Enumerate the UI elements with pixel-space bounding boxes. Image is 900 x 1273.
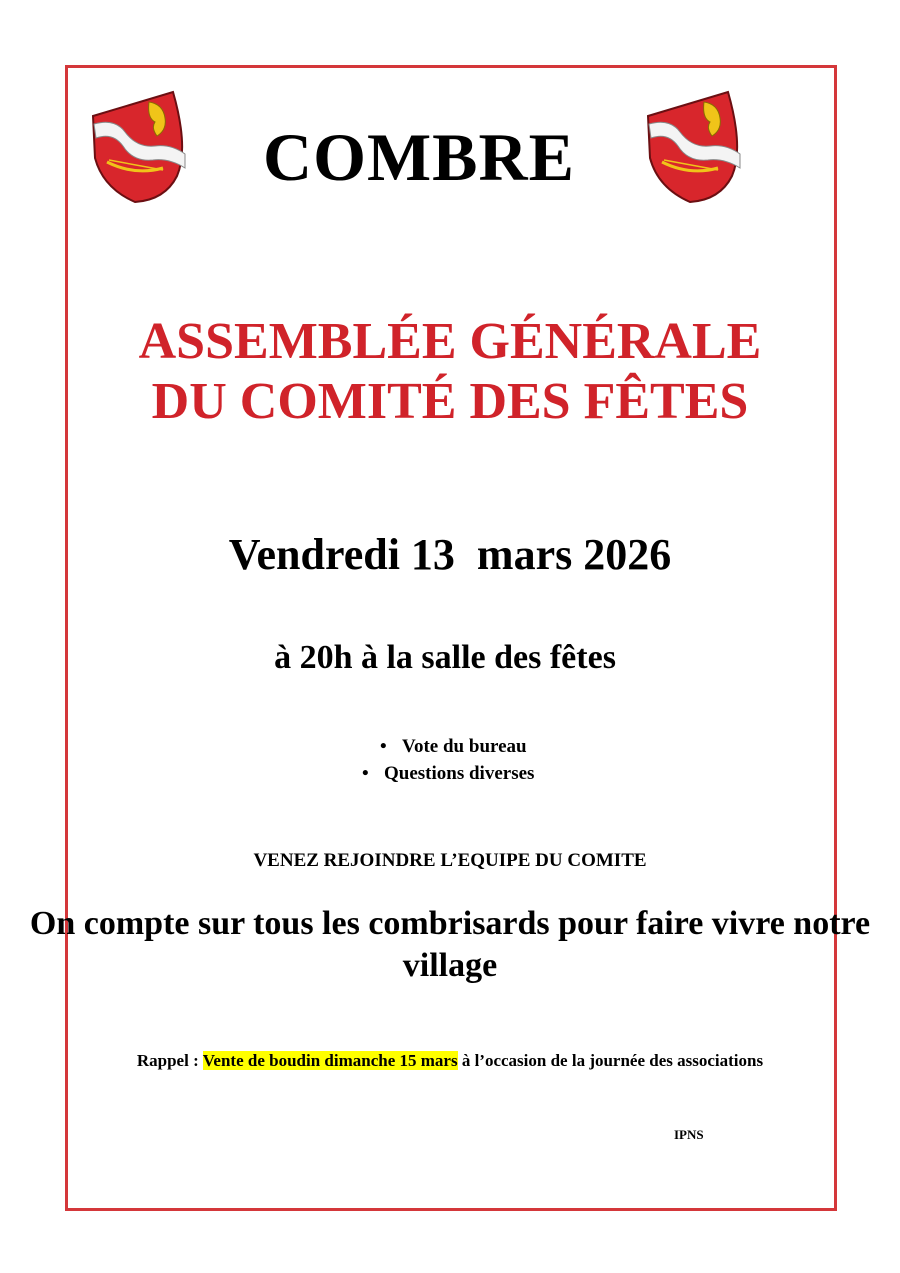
bullet-icon: •: [380, 736, 387, 757]
event-place: à 20h à la salle des fêtes: [274, 639, 616, 676]
agenda-item: [360, 760, 534, 787]
event-date: Vendredi 13 mars 2026: [228, 530, 672, 579]
count-on-message: On compte sur tous les combrisards pour faire vivre notre village: [29, 905, 871, 984]
agenda-list: [360, 733, 534, 787]
reminder-highlight: Vente de boudin dimanche 15 mars: [202, 1051, 458, 1070]
bullet-icon: •: [362, 763, 369, 784]
event-heading-line-1: ASSEMBLÉE GÉNÉRALE: [138, 313, 762, 370]
page-title: COMBRE: [263, 119, 575, 195]
event-heading-line-2: DU COMITÉ DES FÊTES: [151, 373, 749, 430]
event-heading: [0, 312, 900, 432]
reminder-line: [0, 1048, 900, 1074]
agenda-item: [378, 733, 534, 760]
join-call: VENEZ REJOINDRE L’EQUIPE DU COMITE: [253, 850, 647, 871]
agenda-item-label: Questions diverses: [384, 763, 535, 784]
ipns-mention: IPNS: [674, 1127, 704, 1142]
reminder-suffix: à l’occasion de la journée des associations: [457, 1051, 764, 1070]
agenda-item-label: Vote du bureau: [402, 736, 527, 757]
reminder-prefix: Rappel :: [136, 1051, 203, 1070]
